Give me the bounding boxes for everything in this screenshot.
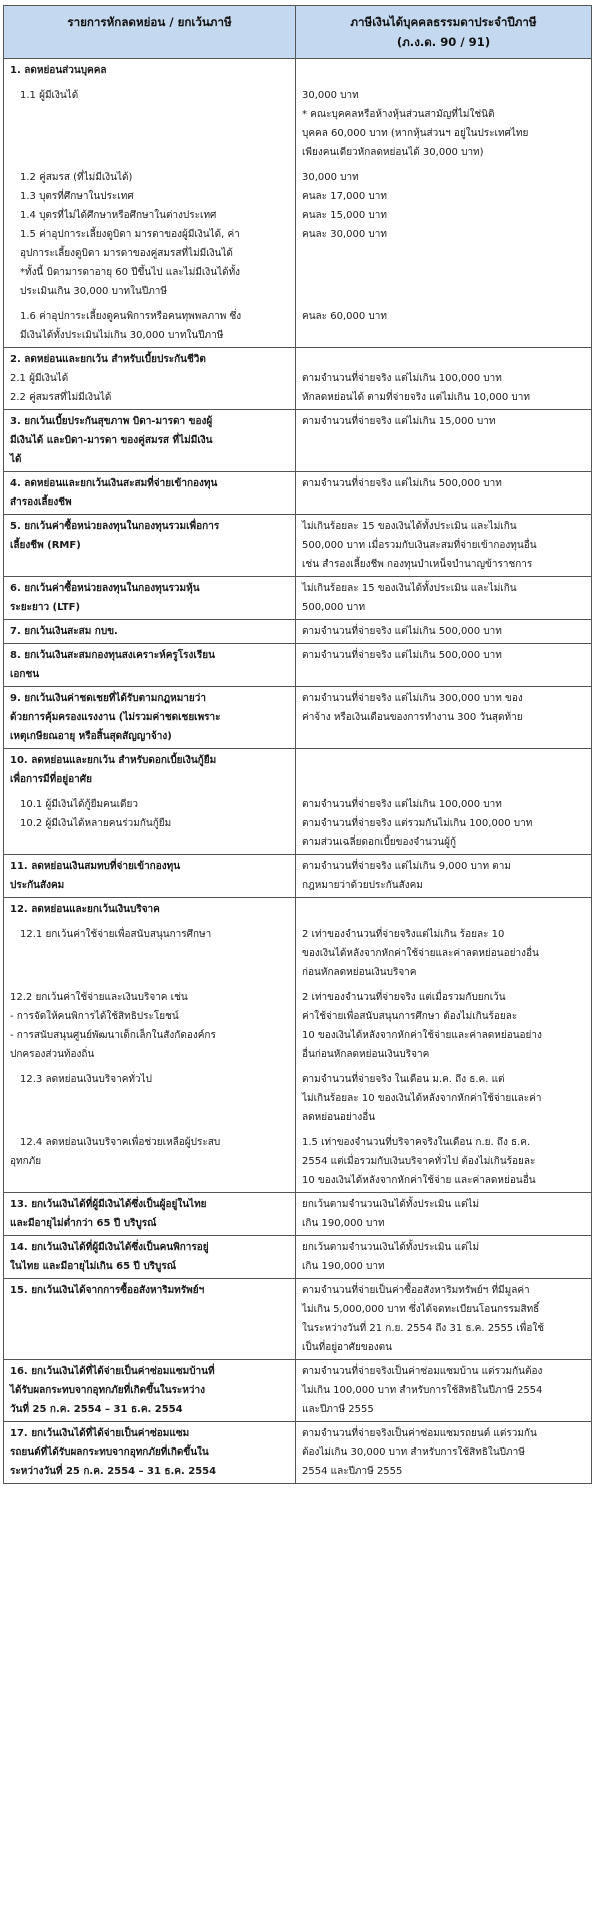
- table-row: [4, 898, 592, 922]
- table-row: [4, 1302, 592, 1321]
- table-row: [4, 600, 592, 620]
- table-row: [4, 1135, 592, 1154]
- table-row: [4, 965, 592, 984]
- table-row: [4, 189, 592, 208]
- deduction-group-disabled: [4, 1236, 592, 1279]
- table-row: [4, 410, 592, 434]
- deduction-amount-text: ไม่เกินร้อยละ 10 ของเงินได้หลังจากหักค่าใช้จ่ายและค่า: [296, 1091, 592, 1110]
- header-income-tax-form: [296, 6, 592, 59]
- deduction-group-rmf: [4, 515, 592, 577]
- deduction-item-text: ประกันสังคม: [4, 878, 296, 898]
- header-deduction-item: รายการหักลดหย่อน / ยกเว้นภาษี: [4, 6, 296, 59]
- deduction-amount-text: ลดหย่อนอย่างอื่น: [296, 1110, 592, 1129]
- deduction-item-text: [4, 965, 296, 984]
- deduction-amount-text: คนละ 30,000 บาท: [296, 227, 592, 246]
- table-row: [4, 1236, 592, 1260]
- deduction-amount-text: [296, 667, 592, 687]
- deduction-item-text: ประเมินเกิน 30,000 บาทในปีภาษี: [4, 284, 296, 303]
- deduction-amount-text: [296, 898, 592, 922]
- table-row: [4, 59, 592, 83]
- deduction-amount-text: ตามจำนวนที่จ่ายจริง แต่ไม่เกิน 300,000 บาท ของ: [296, 687, 592, 711]
- deduction-item-text: 13. ยกเว้นเงินได้ที่ผู้มีเงินได้ซึ่งเป็นผู้อยู่ในไทย: [4, 1193, 296, 1217]
- table-row: [4, 452, 592, 472]
- deduction-amount-text: [296, 265, 592, 284]
- deduction-item-text: [4, 557, 296, 577]
- deduction-item-text: ระหว่างวันที่ 25 ก.ค. 2554 – 31 ธ.ค. 2554: [4, 1464, 296, 1484]
- deduction-item-text: 12.1 ยกเว้นค่าใช้จ่ายเพื่อสนับสนุนการศึกษา: [4, 927, 296, 946]
- table-row: [4, 1360, 592, 1384]
- table-row: [4, 1259, 592, 1279]
- deduction-item-text: ในไทย และมีอายุไม่เกิน 65 ปี บริบูรณ์: [4, 1259, 296, 1279]
- deduction-amount-text: 500,000 บาท: [296, 600, 592, 620]
- deduction-group-teacher-fund: [4, 644, 592, 687]
- deduction-amount-text: [296, 452, 592, 472]
- table-row: [4, 145, 592, 164]
- deduction-item-text: 2.1 ผู้มีเงินได้: [4, 371, 296, 390]
- table-row: [4, 729, 592, 749]
- table-header-row: [4, 6, 592, 59]
- table-row: [4, 390, 592, 410]
- deduction-item-text: *ทั้งนี้ บิดามารดาอายุ 60 ปีขึ้นไป และไม่มีเงินได้ทั้ง: [4, 265, 296, 284]
- deduction-item-text: 1.3 บุตรที่ศึกษาในประเทศ: [4, 189, 296, 208]
- deduction-amount-text: ตามจำนวนที่จ่ายจริงเป็นค่าซ่อมแซมรถยนต์ แต่รวมกัน: [296, 1422, 592, 1446]
- deduction-item-text: 17. ยกเว้นเงินได้ที่ได้จ่ายเป็นค่าซ่อมแซม: [4, 1422, 296, 1446]
- deduction-amount-text: [296, 433, 592, 452]
- deduction-item-text: 2. ลดหย่อนและยกเว้น สำหรับเบี้ยประกันชีวิต: [4, 348, 296, 372]
- table-row: [4, 855, 592, 879]
- deduction-amount-text: 10 ของเงินได้หลังจากหักค่าใช้จ่าย และค่าลดหย่อนอื่น: [296, 1173, 592, 1193]
- deduction-item-text: เหตุเกษียณอายุ หรือสิ้นสุดสัญญาจ้าง): [4, 729, 296, 749]
- table-row: [4, 1383, 592, 1402]
- table-row: [4, 946, 592, 965]
- table-row: [4, 772, 592, 791]
- table-row: [4, 515, 592, 539]
- deduction-item-text: [4, 946, 296, 965]
- deduction-item-text: [4, 107, 296, 126]
- deduction-group-gpf: [4, 620, 592, 644]
- header-tax-title: ภาษีเงินได้บุคคลธรรมดาประจำปีภาษี: [350, 15, 537, 29]
- deduction-item-text: 9. ยกเว้นเงินค่าชดเชยที่ได้รับตามกฎหมายว่า: [4, 687, 296, 711]
- deduction-item-text: สำรองเลี้ยงชีพ: [4, 495, 296, 515]
- deduction-item-text: ปกครองส่วนท้องถิ่น: [4, 1047, 296, 1066]
- table-row: [4, 1091, 592, 1110]
- deduction-item-text: 1.1 ผู้มีเงินได้: [4, 88, 296, 107]
- deduction-group-social-security: [4, 855, 592, 898]
- table-row: [4, 1340, 592, 1360]
- table-row: [4, 1047, 592, 1066]
- header-tax-form-code: (ภ.ง.ด. 90 / 91): [396, 35, 491, 49]
- deduction-group-donations: [4, 898, 592, 1193]
- deduction-item-text: [4, 1340, 296, 1360]
- deduction-amount-text: ยกเว้นตามจำนวนเงินได้ทั้งประเมิน แต่ไม่: [296, 1193, 592, 1217]
- deduction-item-text: 10.2 ผู้มีเงินได้หลายคนร่วมกันกู้ยืม: [4, 816, 296, 835]
- deduction-item-text: มีเงินได้ และบิดา-มารดา ของคู่สมรส ที่ไม่มีเงิน: [4, 433, 296, 452]
- deduction-item-text: 12.4 ลดหย่อนเงินบริจาคเพื่อช่วยเหลือผู้ประสบ: [4, 1135, 296, 1154]
- deduction-amount-text: ค่าใช้จ่ายเพื่อสนับสนุนการศึกษา ต้องไม่เกินร้อยละ: [296, 1009, 592, 1028]
- deduction-item-text: 1.4 บุตรที่ไม่ได้ศึกษาหรือศึกษาในต่างประเทศ: [4, 208, 296, 227]
- table-row: [4, 227, 592, 246]
- deduction-amount-text: ตามส่วนเฉลี่ยดอกเบี้ยของจำนวนผู้กู้: [296, 835, 592, 855]
- table-row: [4, 749, 592, 773]
- table-row: [4, 1402, 592, 1422]
- deduction-item-text: 16. ยกเว้นเงินได้ที่ได้จ่ายเป็นค่าซ่อมแซมบ้านที่: [4, 1360, 296, 1384]
- table-row: [4, 1279, 592, 1303]
- table-row: [4, 284, 592, 303]
- table-row: [4, 265, 592, 284]
- deduction-item-text: [4, 126, 296, 145]
- table-row: [4, 1154, 592, 1173]
- deduction-item-text: 10. ลดหย่อนและยกเว้น สำหรับดอกเบี้ยเงินกู้ยืม: [4, 749, 296, 773]
- deduction-amount-text: 30,000 บาท: [296, 88, 592, 107]
- deduction-amount-text: [296, 749, 592, 773]
- deduction-item-text: อุทกภัย: [4, 1154, 296, 1173]
- deduction-item-text: 5. ยกเว้นค่าซื้อหน่วยลงทุนในกองทุนรวมเพื่อการ: [4, 515, 296, 539]
- deduction-amount-text: 1.5 เท่าของจำนวนที่บริจาคจริงในเดือน ก.ย. ถึง ธ.ค.: [296, 1135, 592, 1154]
- deduction-item-text: เอกชน: [4, 667, 296, 687]
- deduction-amount-text: ไม่เกินร้อยละ 15 ของเงินได้ทั้งประเมิน และไม่เกิน: [296, 577, 592, 601]
- table-row: [4, 710, 592, 729]
- deduction-group-real-estate: [4, 1279, 592, 1360]
- deduction-amount-text: ตามจำนวนที่จ่ายจริง แต่ไม่เกิน 100,000 บาท: [296, 797, 592, 816]
- deduction-amount-text: 10 ของเงินได้หลังจากหักค่าใช้จ่ายและค่าลดหย่อนอย่าง: [296, 1028, 592, 1047]
- deduction-amount-text: คนละ 60,000 บาท: [296, 309, 592, 328]
- deduction-item-text: 12.2 ยกเว้นค่าใช้จ่ายและเงินบริจาค เช่น: [4, 990, 296, 1009]
- deduction-amount-text: หักลดหย่อนได้ ตามที่จ่ายจริง แต่ไม่เกิน 10,000 บาท: [296, 390, 592, 410]
- deduction-group-life-insurance: [4, 348, 592, 410]
- table-row: [4, 309, 592, 328]
- deduction-amount-text: ตามจำนวนที่จ่ายจริง แต่ไม่เกิน 500,000 บาท: [296, 620, 592, 644]
- deduction-item-text: 11. ลดหย่อนเงินสมทบที่จ่ายเข้ากองทุน: [4, 855, 296, 879]
- deduction-amount-text: กฎหมายว่าด้วยประกันสังคม: [296, 878, 592, 898]
- deduction-amount-text: ค่าจ้าง หรือเงินเดือนของการทำงาน 300 วันสุดท้าย: [296, 710, 592, 729]
- deduction-item-text: วันที่ 25 ก.ค. 2554 – 31 ธ.ค. 2554: [4, 1402, 296, 1422]
- deduction-item-text: [4, 1173, 296, 1193]
- deduction-amount-text: ก่อนหักลดหย่อนเงินบริจาค: [296, 965, 592, 984]
- deduction-amount-text: [296, 59, 592, 83]
- deduction-item-text: [4, 145, 296, 164]
- deduction-amount-text: เช่น สำรองเลี้ยงชีพ กองทุนบำเหน็จบำนาญข้าราชการ: [296, 557, 592, 577]
- table-row: [4, 1173, 592, 1193]
- table-row: [4, 816, 592, 835]
- table-row: [4, 1028, 592, 1047]
- deduction-item-text: และมีอายุไม่ต่ำกว่า 65 ปี บริบูรณ์: [4, 1216, 296, 1236]
- deduction-item-text: [4, 1321, 296, 1340]
- deduction-item-text: 7. ยกเว้นเงินสะสม กบข.: [4, 620, 296, 644]
- deduction-group-provident-fund: [4, 472, 592, 515]
- deduction-amount-text: [296, 729, 592, 749]
- table-row: [4, 1009, 592, 1028]
- table-row: [4, 1193, 592, 1217]
- deduction-amount-text: คนละ 15,000 บาท: [296, 208, 592, 227]
- deduction-amount-text: [296, 348, 592, 372]
- deduction-group-health-insurance: [4, 410, 592, 472]
- table-row: [4, 577, 592, 601]
- table-row: [4, 1445, 592, 1464]
- deduction-item-text: 12. ลดหย่อนและยกเว้นเงินบริจาค: [4, 898, 296, 922]
- deduction-amount-text: ตามจำนวนที่จ่ายเป็นค่าซื้ออสังหาริมทรัพย์ฯ ที่มีมูลค่า: [296, 1279, 592, 1303]
- deduction-amount-text: คนละ 17,000 บาท: [296, 189, 592, 208]
- deduction-amount-text: ตามจำนวนที่จ่ายจริง แต่ไม่เกิน 100,000 บาท: [296, 371, 592, 390]
- table-row: [4, 208, 592, 227]
- deduction-item-text: มีเงินได้ทั้งประเมินไม่เกิน 30,000 บาทในปีภาษี: [4, 328, 296, 348]
- table-row: [4, 538, 592, 557]
- deduction-group-personal: [4, 59, 592, 348]
- deduction-item-text: อุปการะเลี้ยงดูบิดา มารดาของคู่สมรสที่ไม่มีเงินได้: [4, 246, 296, 265]
- deduction-item-text: - การจัดให้คนพิการได้ใช้สิทธิประโยชน์: [4, 1009, 296, 1028]
- deduction-amount-text: ต้องไม่เกิน 30,000 บาท สำหรับการใช้สิทธิในปีภาษี: [296, 1445, 592, 1464]
- deduction-amount-text: ตามจำนวนที่จ่ายจริงเป็นค่าซ่อมแซมบ้าน แต่รวมกันต้อง: [296, 1360, 592, 1384]
- table-row: [4, 990, 592, 1009]
- deduction-amount-text: 2554 แต่เมื่อรวมกับเงินบริจาคทั่วไป ต้องไม่เกินร้อยละ: [296, 1154, 592, 1173]
- deduction-amount-text: 500,000 บาท เมื่อรวมกับเงินสะสมที่จ่ายเข้ากองทุนอื่น: [296, 538, 592, 557]
- deduction-amount-text: ของเงินได้หลังจากหักค่าใช้จ่ายและค่าลดหย่อนอย่างอื่น: [296, 946, 592, 965]
- table-row: [4, 107, 592, 126]
- table-row: [4, 878, 592, 898]
- table-row: [4, 433, 592, 452]
- deduction-item-text: เพื่อการมีที่อยู่อาศัย: [4, 772, 296, 791]
- deduction-group-ltf: [4, 577, 592, 620]
- deduction-group-severance: [4, 687, 592, 749]
- deduction-amount-text: ไม่เกิน 100,000 บาท สำหรับการใช้สิทธิในปีภาษี 2554: [296, 1383, 592, 1402]
- deduction-item-text: ได้รับผลกระทบจากอุทกภัยที่เกิดขึ้นในระหว่าง: [4, 1383, 296, 1402]
- deduction-item-text: 2.2 คู่สมรสที่ไม่มีเงินได้: [4, 390, 296, 410]
- deduction-amount-text: [296, 772, 592, 791]
- table-row: [4, 495, 592, 515]
- deduction-group-car-repair: [4, 1422, 592, 1484]
- deduction-amount-text: ในระหว่างวันที่ 21 ก.ย. 2554 ถึง 31 ธ.ค. 2555 เพื่อใช้: [296, 1321, 592, 1340]
- table-row: [4, 797, 592, 816]
- deduction-item-text: 1.2 คู่สมรส (ที่ไม่มีเงินได้): [4, 170, 296, 189]
- deduction-item-text: 14. ยกเว้นเงินได้ที่ผู้มีเงินได้ซึ่งเป็นคนพิการอยู่: [4, 1236, 296, 1260]
- deduction-amount-text: เกิน 190,000 บาท: [296, 1216, 592, 1236]
- table-row: [4, 348, 592, 372]
- table-row: [4, 371, 592, 390]
- table-row: [4, 667, 592, 687]
- deduction-amount-text: ยกเว้นตามจำนวนเงินได้ทั้งประเมิน แต่ไม่: [296, 1236, 592, 1260]
- deduction-amount-text: เกิน 190,000 บาท: [296, 1259, 592, 1279]
- deduction-amount-text: 2 เท่าของจำนวนที่จ่ายจริงแต่ไม่เกิน ร้อยละ 10: [296, 927, 592, 946]
- deduction-amount-text: [296, 328, 592, 348]
- deduction-item-text: [4, 1302, 296, 1321]
- deduction-amount-text: ไม่เกินร้อยละ 15 ของเงินได้ทั้งประเมิน และไม่เกิน: [296, 515, 592, 539]
- deduction-amount-text: และปีภาษี 2555: [296, 1402, 592, 1422]
- deduction-amount-text: [296, 246, 592, 265]
- deduction-item-text: เลี้ยงชีพ (RMF): [4, 538, 296, 557]
- deduction-item-text: 8. ยกเว้นเงินสะสมกองทุนสงเคราะห์ครูโรงเรียน: [4, 644, 296, 668]
- deduction-amount-text: 2 เท่าของจำนวนที่จ่ายจริง แต่เมื่อรวมกับยกเว้น: [296, 990, 592, 1009]
- table-row: [4, 88, 592, 107]
- deduction-amount-text: ตามจำนวนที่จ่ายจริง แต่ไม่เกิน 500,000 บาท: [296, 472, 592, 496]
- table-row: [4, 927, 592, 946]
- deduction-item-text: 1.5 ค่าอุปการะเลี้ยงดูบิดา มารดาของผู้มีเงินได้, ค่า: [4, 227, 296, 246]
- deduction-item-text: 1.6 ค่าอุปการะเลี้ยงดูคนพิการหรือคนทุพพลภาพ ซึ่ง: [4, 309, 296, 328]
- deduction-item-text: 15. ยกเว้นเงินได้จากการซื้ออสังหาริมทรัพย์ฯ: [4, 1279, 296, 1303]
- deduction-item-text: 6. ยกเว้นค่าซื้อหน่วยลงทุนในกองทุนรวมหุ้น: [4, 577, 296, 601]
- deduction-amount-text: 30,000 บาท: [296, 170, 592, 189]
- deduction-amount-text: ไม่เกิน 5,000,000 บาท ซึ่งได้จดทะเบียนโอนกรรมสิทธิ์: [296, 1302, 592, 1321]
- deduction-item-text: ได้: [4, 452, 296, 472]
- deduction-item-text: 4. ลดหย่อนและยกเว้นเงินสะสมที่จ่ายเข้ากองทุน: [4, 472, 296, 496]
- deduction-item-text: [4, 1110, 296, 1129]
- deduction-amount-text: เพียงคนเดียวหักลดหย่อนได้ 30,000 บาท): [296, 145, 592, 164]
- deduction-amount-text: ตามจำนวนที่จ่ายจริง แต่ไม่เกิน 9,000 บาท ตาม: [296, 855, 592, 879]
- deduction-item-text: [4, 835, 296, 855]
- deduction-item-text: 3. ยกเว้นเบี้ยประกันสุขภาพ บิดา-มารดา ของผู้: [4, 410, 296, 434]
- deduction-group-mortgage-interest: [4, 749, 592, 855]
- table-row: [4, 170, 592, 189]
- table-row: [4, 1072, 592, 1091]
- table-row: [4, 1321, 592, 1340]
- table-row: [4, 835, 592, 855]
- deduction-item-text: - การสนับสนุนศูนย์พัฒนาเด็กเล็กในสังกัดองค์กร: [4, 1028, 296, 1047]
- table-row: [4, 1110, 592, 1129]
- table-row: [4, 126, 592, 145]
- deduction-group-elderly: [4, 1193, 592, 1236]
- tax-deduction-table: [3, 5, 592, 1484]
- table-row: [4, 328, 592, 348]
- deduction-item-text: 10.1 ผู้มีเงินได้กู้ยืมคนเดียว: [4, 797, 296, 816]
- table-row: [4, 1216, 592, 1236]
- deduction-item-text: ระยะยาว (LTF): [4, 600, 296, 620]
- deduction-amount-text: [296, 495, 592, 515]
- table-row: [4, 472, 592, 496]
- deduction-group-house-repair: [4, 1360, 592, 1422]
- table-row: [4, 620, 592, 644]
- deduction-item-text: 12.3 ลดหย่อนเงินบริจาคทั่วไป: [4, 1072, 296, 1091]
- deduction-item-text: 1. ลดหย่อนส่วนบุคคล: [4, 59, 296, 83]
- table-row: [4, 246, 592, 265]
- deduction-amount-text: * คณะบุคคลหรือห้างหุ้นส่วนสามัญที่ไม่ใช่นิติ: [296, 107, 592, 126]
- deduction-amount-text: ตามจำนวนที่จ่ายจริง แต่ไม่เกิน 15,000 บาท: [296, 410, 592, 434]
- deduction-item-text: [4, 1091, 296, 1110]
- table-row: [4, 1464, 592, 1484]
- deduction-amount-text: อื่นก่อนหักลดหย่อนเงินบริจาค: [296, 1047, 592, 1066]
- deduction-amount-text: 2554 และปีภาษี 2555: [296, 1464, 592, 1484]
- deduction-amount-text: ตามจำนวนที่จ่ายจริง ในเดือน ม.ค. ถึง ธ.ค. แต่: [296, 1072, 592, 1091]
- deduction-amount-text: บุคคล 60,000 บาท (หากหุ้นส่วนฯ อยู่ในประเทศไทย: [296, 126, 592, 145]
- table-row: [4, 557, 592, 577]
- deduction-amount-text: [296, 284, 592, 303]
- deduction-amount-text: เป็นที่อยู่อาศัยของตน: [296, 1340, 592, 1360]
- table-row: [4, 1422, 592, 1446]
- table-row: [4, 644, 592, 668]
- table-row: [4, 687, 592, 711]
- deduction-item-text: ด้วยการคุ้มครองแรงงาน (ไม่รวมค่าชดเชยเพราะ: [4, 710, 296, 729]
- deduction-amount-text: ตามจำนวนที่จ่ายจริง แต่ไม่เกิน 500,000 บาท: [296, 644, 592, 668]
- deduction-item-text: รถยนต์ที่ได้รับผลกระทบจากอุทกภัยที่เกิดขึ้นใน: [4, 1445, 296, 1464]
- deduction-amount-text: ตามจำนวนที่จ่ายจริง แต่รวมกันไม่เกิน 100,000 บาท: [296, 816, 592, 835]
